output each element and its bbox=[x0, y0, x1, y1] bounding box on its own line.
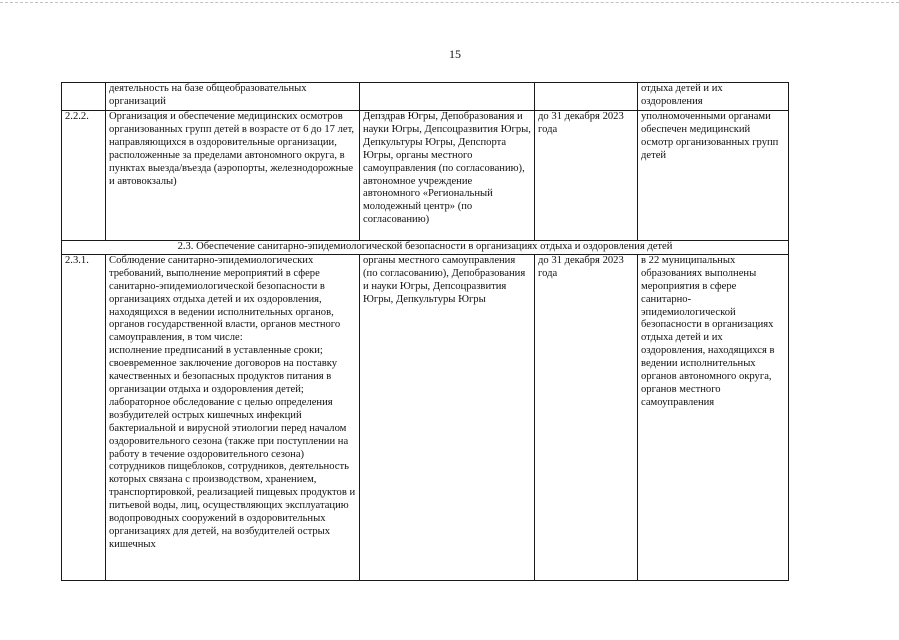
item-2-2-2-result: уполномоченными органами обеспечен медицинский осмотр организованных групп детей bbox=[638, 111, 789, 241]
scan-edge-line bbox=[0, 2, 899, 3]
item-2-3-1-list-item: своевременное заключение договоров на поставку качественных и безопасных продуктов питания в организации отдыха и оздоровления детей; bbox=[109, 358, 338, 395]
item-2-3-1-result: в 22 муниципальных образованиях выполнены мероприятия в сфере санитарно-эпидемиологической безопасности в организациях отдыха детей и их оздоровления, находящихся в ведении исполнительных органов автономного округа, органов местного самоуправления bbox=[638, 254, 789, 580]
item-2-2-2-executors: Депздрав Югры, Депобразования и науки Югры, Депсоцразвития Югры, Депкультуры Югры, Депспорта Югры, органы местного самоуправления (по согласованию), автономное учреждение автономного «Региональный молодежный центр» (по согласованию) bbox=[360, 111, 535, 241]
item-2-3-1-deadline: до 31 декабря 2023 года bbox=[535, 254, 638, 580]
continuation-result: отдыха детей и их оздоровления bbox=[638, 83, 789, 111]
item-2-3-1-list-item: лабораторное обследование с целью определения возбудителей острых кишечных инфекций бактериальной и вирусной этиологии перед началом оздоровительного сезона (также при поступлении на работу в течение оздоровительного сезона) сотрудников пищеблоков, сотрудников, деятельность которых связана с производством, хранением, транспортировкой, реализацией пищевых продуктов и питьевой воды, лиц, осуществляющих эксплуатацию водопроводных сооружений в оздоровительных организациях для детей, на возбудителей острых кишечных bbox=[109, 396, 356, 550]
item-2-3-1-list-item: исполнение предписаний в уставленные сроки; bbox=[109, 345, 323, 357]
item-2-3-1-number: 2.3.1. bbox=[62, 254, 106, 580]
page-number: 15 bbox=[449, 47, 461, 61]
continuation-description: деятельность на базе общеобразовательных организаций bbox=[106, 83, 360, 111]
cell-executors-empty bbox=[360, 83, 535, 111]
item-2-2-2-deadline: до 31 декабря 2023 года bbox=[535, 111, 638, 241]
item-2-2-2-number: 2.2.2. bbox=[62, 111, 106, 241]
item-2-3-1-executors: органы местного самоуправления (по согласованию), Депобразования и науки Югры, Депсоцразвития Югры, Депкультуры Югры bbox=[360, 254, 535, 580]
cell-deadline-empty bbox=[535, 83, 638, 111]
table-row-continuation bbox=[62, 83, 789, 111]
cell-number-empty bbox=[62, 83, 106, 111]
plan-table bbox=[61, 82, 789, 581]
section-2-3-header: 2.3. Обеспечение санитарно-эпидемиологической безопасности в организациях отдыха и оздоровления детей bbox=[62, 241, 789, 255]
table-row-2-2-2 bbox=[62, 111, 789, 241]
item-2-3-1-description-intro: Соблюдение санитарно-эпидемиологических требований, выполнение мероприятий в сфере санитарно-эпидемиологической безопасности в организациях отдыха детей и их оздоровления, находящихся в ведении исполнительных органов, органов государственной власти, органов местного самоуправления, в том числе: bbox=[109, 254, 341, 344]
table-row-2-3-1 bbox=[62, 254, 789, 580]
item-2-2-2-description: Организация и обеспечение медицинских осмотров организованных групп детей в возрасте от 6 до 17 лет, направляющихся в оздоровительные организации, расположенные за пределами автономного округа, в пунктах выезда/въезда (аэропорты, железнодорожные и автовокзалы) bbox=[106, 111, 360, 241]
table-row-section-2-3 bbox=[62, 241, 789, 255]
item-2-3-1-description bbox=[106, 254, 360, 580]
